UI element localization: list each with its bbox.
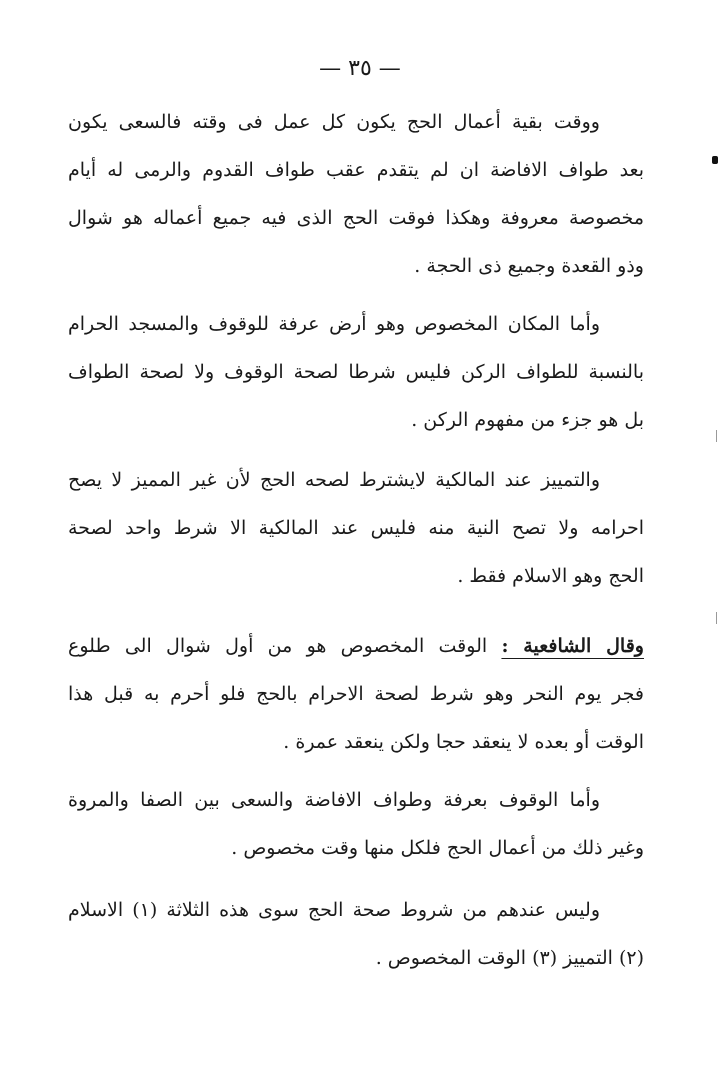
paragraph-1 [68, 98, 644, 290]
paragraph-line: بل هو جزء من مفهوم الركن . [411, 409, 644, 431]
paragraph-line: وغير ذلك من أعمال الحج فلكل منها وقت مخصوص . [231, 837, 644, 859]
paragraph-line: الحج وهو الاسلام فقط . [457, 565, 644, 587]
paragraph-line: وأما المكان المخصوص وهو أرض عرفة للوقوف والمسجد الحرام [68, 313, 600, 335]
paragraph-2 [68, 300, 644, 444]
paragraph-line-with-heading [68, 622, 644, 670]
paragraph-5 [68, 776, 644, 872]
margin-edge-tick [716, 430, 717, 442]
paragraph-line: فجر يوم النحر وهو شرط لصحة الاحرام بالحج فلو أحرم به قبل هذا [68, 683, 644, 705]
paragraph-line: ووقت بقية أعمال الحج يكون كل عمل فى وقته فالسعى يكون [68, 111, 600, 133]
paragraph-line: احرامه ولا تصح النية منه فليس عند المالكية الا شرط واحد لصحة [68, 517, 644, 539]
paragraph-line: بالنسبة للطواف الركن فليس شرطا لصحة الوقوف ولا لصحة الطواف [68, 361, 644, 383]
paragraph-line: بعد طواف الافاضة ان لم يتقدم عقب طواف القدوم والرمى له أيام [68, 159, 644, 181]
paragraph-line: وليس عندهم من شروط صحة الحج سوى هذه الثلاثة (١) الاسلام [68, 899, 600, 921]
paragraph-line: وذو القعدة وجميع ذى الحجة . [414, 255, 644, 277]
paragraph-3 [68, 456, 644, 600]
paragraph-line: والتمييز عند المالكية لايشترط لصحه الحج لأن غير المميز لا يصح [68, 469, 600, 491]
paragraph-line: الوقت أو بعده لا ينعقد حجا ولكن ينعقد عمرة . [283, 731, 644, 753]
margin-ink-mark [712, 156, 718, 164]
paragraph-line-text: الوقت المخصوص هو من أول شوال الى طلوع [68, 635, 488, 657]
paragraph-line: مخصوصة معروفة وهكذا فوقت الحج الذى فيه جميع أعماله هو شوال [68, 207, 644, 229]
paragraph-line: (٢) التمييز (٣) الوقت المخصوص . [375, 947, 644, 969]
section-heading: وقال الشافعية : [501, 635, 644, 657]
paragraph-line: وأما الوقوف بعرفة وطواف الافاضة والسعى بين الصفا والمروة [68, 789, 600, 811]
page-number: — ٣٥ — [319, 56, 401, 81]
paragraph-4 [68, 622, 644, 766]
margin-edge-tick [716, 612, 717, 624]
paragraph-6 [68, 886, 644, 982]
